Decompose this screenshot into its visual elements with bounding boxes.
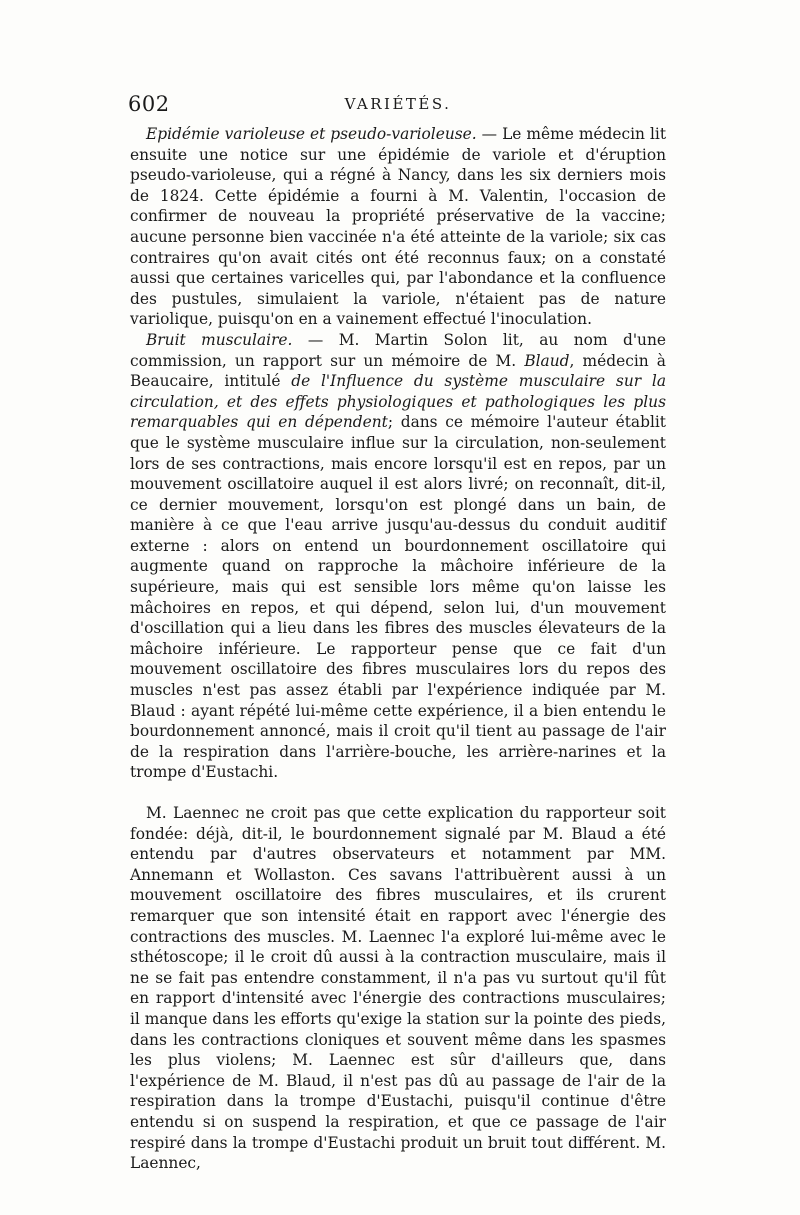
- paragraph-text: ; dans ce mémoire l'auteur établit que le système musculaire influe sur la circulation, non-seulement lors de ses contractions, mais encore lorsqu'il est en repos, par un mouvement oscillatoire auquel il est alors livré; on reconnaît, dit-il, ce dernier mouvement, lorsqu'on est plongé dans un bain, de manière à ce que l'eau arrive jusqu'au-dessus du conduit auditif externe : alors on entend un bourdonnement oscillatoire qui augmente quand on rapproche la mâchoire inférieure de la supérieure, mais qui est sensible lors même qu'on laisse les mâchoires en repos, et qui dépend, selon lui, d'un mouvement d'oscillation qui a lieu dans les fibres des muscles élevateurs de la mâchoire inférieure. Le rapporteur pense que ce fait d'un mouvement oscillatoire des fibres musculaires lors du repos des muscles n'est pas assez établi par l'expérience indiquée par M. Blaud : ayant répété lui-même cette expérience, il a bien entendu le bourdonnement annoncé, mais il croit qu'il tient au passage de l'air de la respiration dans l'arrière-bouche, les arrière-narines et la trompe d'Eustachi.: [130, 413, 666, 782]
- memoir-title: de l'Influence du système musculaire sur la circulation, et des effets physiologiques et pathologiques les plus remarquables qui en dépendent: [130, 372, 666, 432]
- paragraph-text: — Le même médecin lit ensuite une notice sur une épidémie de variole et d'éruption pseudo-varioleuse, qui a régné à Nancy, dans les six derniers mois de 1824. Cette épidémie a fourni à M. Valentin, l'occasion de confirmer de nouveau la propriété préservative de la vaccine; aucune personne bien vaccinée n'a été atteinte de la variole; six cas contraires qu'on avait cités ont été reconnus faux; on a constaté aussi que certaines varicelles qui, par l'abondance et la confluence des pustules, simulaient la variole, n'étaient pas de nature variolique, puisqu'on en a vainement effectué l'inoculation.: [130, 125, 667, 329]
- running-title: VARIÉTÉS.: [344, 95, 452, 113]
- paragraph-text: , médecin à Beaucaire, intitulé: [130, 351, 666, 391]
- author-name: Blaud: [524, 351, 570, 370]
- running-head: [128, 92, 668, 120]
- paragraph-gap: [130, 783, 666, 803]
- paragraph-text: — M. Martin Solon lit, au nom d'une commission, un rapport sur un mémoire de M.: [130, 330, 666, 370]
- page-body: [130, 124, 666, 1174]
- paragraph-epidemie: [130, 124, 666, 330]
- section-heading-epidemie: Epidémie varioleuse et pseudo-varioleuse.: [146, 125, 477, 143]
- paragraph-text: M. Laennec ne croit pas que cette explication du rapporteur soit fondée: déjà, dit-il, le bourdonnement signalé par M. Blaud a été entendu par d'autres observateurs et notamment par MM. Annemann et Wollaston. Ces savans l'attribuèrent aussi à un mouvement oscillatoire des fibres musculaires, et ils crurent remarquer que son intensité était en rapport avec l'énergie des contractions des muscles. M. Laennec l'a exploré lui-même avec le sthétoscope; il le croit dû aussi à la contraction musculaire, mais il ne se fait pas entendre constamment, il n'a pas vu surtout qu'il fût en rapport d'intensité avec l'énergie des contractions musculaires; il manque dans les efforts qu'exige la station sur la pointe des pieds, dans les contractions cloniques et souvent même dans les spasmes les plus violens; M. Laennec est sûr d'ailleurs que, dans l'expérience de M. Blaud, il n'est pas dû au passage de l'air de la respiration dans la trompe d'Eustachi, puisqu'il continue d'être entendu si on suspend la respiration, et que ce passage de l'air respiré dans la trompe d'Eustachi produit un bruit tout différent. M. Laennec,: [130, 804, 666, 1173]
- paragraph-laennec: [130, 803, 666, 1174]
- section-heading-bruit-musculaire: Bruit musculaire.: [146, 330, 293, 349]
- page-number: 602: [128, 92, 170, 116]
- paragraph-bruit-musculaire: [130, 330, 666, 783]
